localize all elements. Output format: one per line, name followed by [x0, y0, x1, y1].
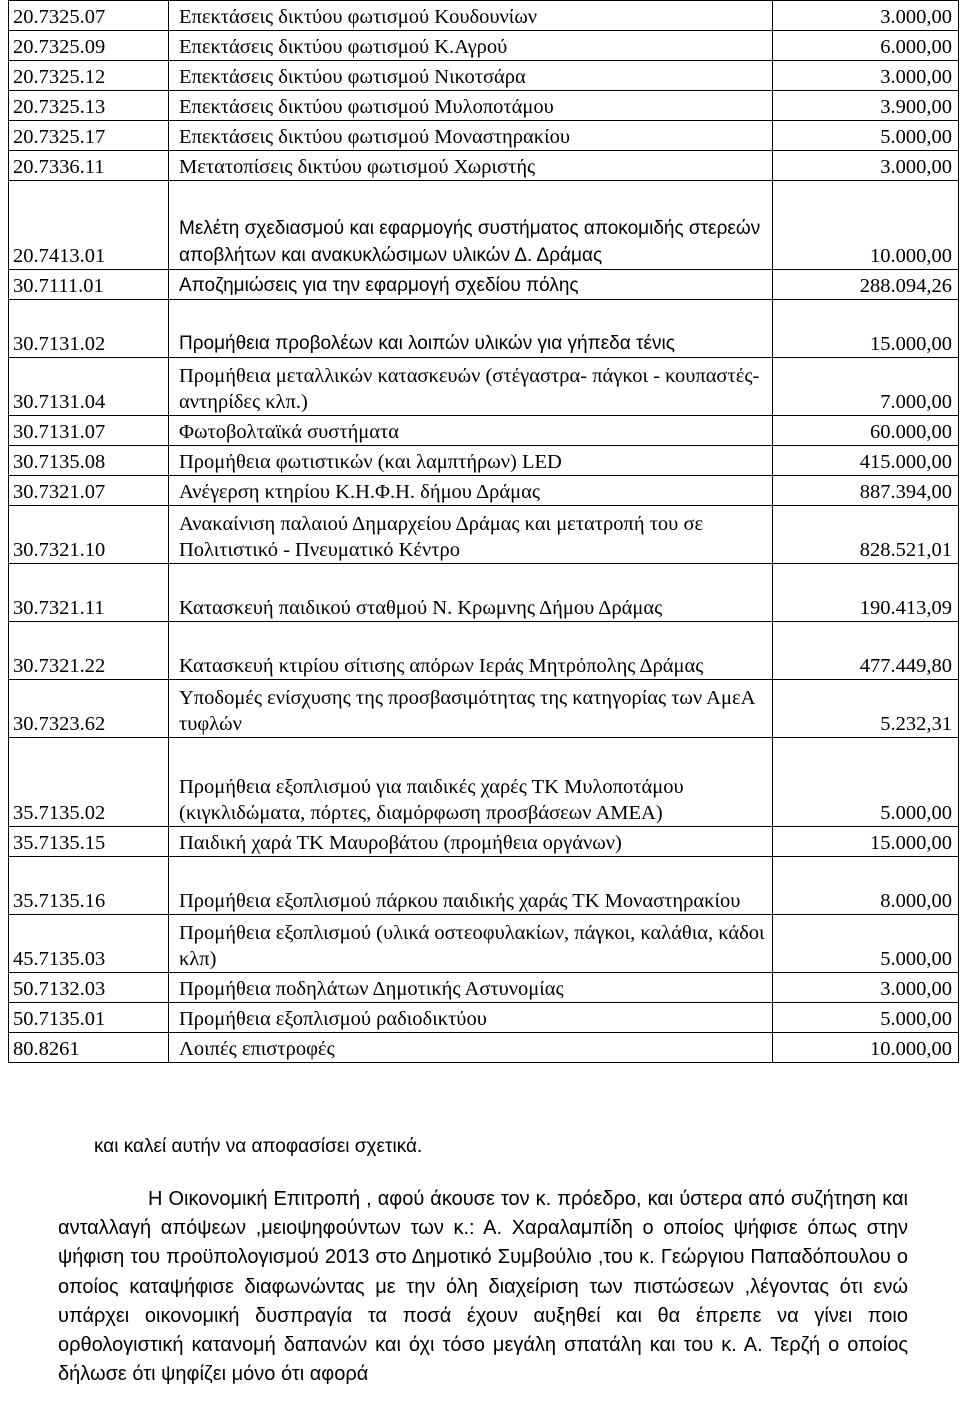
budget-code-cell: 20.7336.11	[9, 151, 169, 181]
table-row	[9, 738, 959, 827]
description-cell: Υποδομές ενίσχυσης της προσβασιμότητας της κατηγορίας των ΑμεΑ τυφλών	[169, 680, 773, 738]
amount-cell: 8.000,00	[773, 857, 959, 915]
amount-cell: 6.000,00	[773, 31, 959, 61]
budget-code-cell: 30.7135.08	[9, 446, 169, 476]
table-row	[9, 1033, 959, 1063]
table-row	[9, 121, 959, 151]
amount-cell: 828.521,01	[773, 506, 959, 564]
description-cell: Προμήθεια εξοπλισμού για παιδικές χαρές ΤΚ Μυλοποτάμου (κιγκλιδώματα, πόρτες, διαμόρφωση προσβάσεων ΑΜΕΑ)	[169, 738, 773, 827]
description-cell: Επεκτάσεις δικτύου φωτισμού Κουδουνίων	[169, 1, 773, 31]
description-cell: Επεκτάσεις δικτύου φωτισμού Κ.Αγρού	[169, 31, 773, 61]
budget-code-cell: 30.7321.11	[9, 564, 169, 622]
table-row	[9, 181, 959, 270]
description-cell: Προμήθεια εξοπλισμού ραδιοδικτύου	[169, 1003, 773, 1033]
description-cell: Επεκτάσεις δικτύου φωτισμού Μυλοποτάμου	[169, 91, 773, 121]
closing-line: και καλεί αυτήν να αποφασίσει σχετικά.	[94, 1136, 423, 1157]
amount-cell: 10.000,00	[773, 1033, 959, 1063]
budget-code-cell: 30.7131.07	[9, 416, 169, 446]
budget-code-cell: 30.7321.07	[9, 476, 169, 506]
budget-code-cell: 30.7321.10	[9, 506, 169, 564]
amount-cell: 190.413,09	[773, 564, 959, 622]
table-row	[9, 476, 959, 506]
amount-cell: 3.900,00	[773, 91, 959, 121]
amount-cell: 5.232,31	[773, 680, 959, 738]
table-row	[9, 564, 959, 622]
table-row	[9, 1003, 959, 1033]
table-row	[9, 358, 959, 416]
table-row	[9, 151, 959, 181]
description-cell: Προμήθεια ποδηλάτων Δημοτικής Αστυνομίας	[169, 973, 773, 1003]
amount-cell: 887.394,00	[773, 476, 959, 506]
table-row	[9, 300, 959, 358]
budget-code-cell: 80.8261	[9, 1033, 169, 1063]
amount-cell: 415.000,00	[773, 446, 959, 476]
amount-cell: 3.000,00	[773, 973, 959, 1003]
description-cell: Προμήθεια φωτιστικών (και λαμπτήρων) LED	[169, 446, 773, 476]
table-row	[9, 680, 959, 738]
budget-code-cell: 30.7111.01	[9, 270, 169, 300]
amount-cell: 60.000,00	[773, 416, 959, 446]
budget-code-cell: 20.7325.07	[9, 1, 169, 31]
budget-code-cell: 30.7323.62	[9, 680, 169, 738]
table-row	[9, 506, 959, 564]
amount-cell: 3.000,00	[773, 61, 959, 91]
amount-cell: 15.000,00	[773, 827, 959, 857]
description-cell: Προμήθεια προβολέων και λοιπών υλικών για γήπεδα τένις	[169, 300, 773, 358]
table-row	[9, 91, 959, 121]
budget-code-cell: 20.7325.13	[9, 91, 169, 121]
budget-allocation-table	[8, 0, 959, 1063]
amount-cell: 477.449,80	[773, 622, 959, 680]
description-cell: Κατασκευή κτιρίου σίτισης απόρων Ιεράς Μητρόπολης Δράμας	[169, 622, 773, 680]
budget-code-cell: 30.7321.22	[9, 622, 169, 680]
budget-code-cell: 35.7135.15	[9, 827, 169, 857]
description-cell: Προμήθεια εξοπλισμού πάρκου παιδικής χαράς ΤΚ Μοναστηρακίου	[169, 857, 773, 915]
budget-code-cell: 35.7135.16	[9, 857, 169, 915]
description-cell: Ανακαίνιση παλαιού Δημαρχείου Δράμας και μετατροπή του σε Πολιτιστικό - Πνευματικό Κέντρο	[169, 506, 773, 564]
amount-cell: 7.000,00	[773, 358, 959, 416]
amount-cell: 5.000,00	[773, 121, 959, 151]
budget-code-cell: 50.7132.03	[9, 973, 169, 1003]
table-row	[9, 446, 959, 476]
table-row	[9, 1, 959, 31]
budget-code-cell: 45.7135.03	[9, 915, 169, 973]
table-row	[9, 857, 959, 915]
budget-code-cell: 50.7135.01	[9, 1003, 169, 1033]
description-cell: Φωτοβολταϊκά συστήματα	[169, 416, 773, 446]
amount-cell: 10.000,00	[773, 181, 959, 270]
description-cell: Μετατοπίσεις δικτύου φωτισμού Χωριστής	[169, 151, 773, 181]
budget-code-cell: 35.7135.02	[9, 738, 169, 827]
budget-code-cell: 20.7325.17	[9, 121, 169, 151]
budget-code-cell: 20.7325.09	[9, 31, 169, 61]
description-cell: Λοιπές επιστροφές	[169, 1033, 773, 1063]
table-row	[9, 270, 959, 300]
amount-cell: 5.000,00	[773, 915, 959, 973]
description-cell: Ανέγερση κτηρίου Κ.Η.Φ.Η. δήμου Δράμας	[169, 476, 773, 506]
table-row	[9, 827, 959, 857]
decision-paragraph: Η Οικονομική Επιτροπή , αφού άκουσε τον κ. πρόεδρο, και ύστερα από συζήτηση και ανταλλαγή απόψεων ,μειοψηφούντων των κ.: Α. Χαραλαμπίδη ο οποίος ψήφισε όπως στην ψήφιση του προϋπολογισμού 2013 στο Δημοτικό Συμβούλιο ,του κ. Γεώργιου Παπαδόπουλου ο οποίος καταψήφισε διαφωνώντας με την όλη διαχείριση των πιστώσεων ,λέγοντας ότι ενώ υπάρχει οικονομική δυσπραγία τα ποσά έχουν αυξηθεί και θα έπρεπε να γίνει ποιο ορθολογιστική κατανομή δαπανών και όχι τόσο μεγάλη σπατάλη και του κ. Α. Τερζή ο οποίος δήλωσε ότι ψηφίζει μόνο ότι αφορά	[58, 1188, 908, 1386]
description-cell: Επεκτάσεις δικτύου φωτισμού Μοναστηρακίου	[169, 121, 773, 151]
description-cell: Κατασκευή παιδικού σταθμού Ν. Κρωμνης Δήμου Δράμας	[169, 564, 773, 622]
amount-cell: 5.000,00	[773, 1003, 959, 1033]
description-cell: Μελέτη σχεδιασμού και εφαρμογής συστήματος αποκομιδής στερεών αποβλήτων και ανακυκλώσιμων υλικών Δ. Δράμας	[169, 181, 773, 270]
amount-cell: 15.000,00	[773, 300, 959, 358]
description-cell: Αποζημιώσεις για την εφαρμογή σχεδίου πόλης	[169, 270, 773, 300]
description-cell: Προμήθεια εξοπλισμού (υλικά οστεοφυλακίων, πάγκοι, καλάθια, κάδοι κλπ)	[169, 915, 773, 973]
amount-cell: 288.094,26	[773, 270, 959, 300]
budget-code-cell: 20.7325.12	[9, 61, 169, 91]
table-row	[9, 416, 959, 446]
budget-table-body	[9, 1, 959, 1063]
description-cell: Επεκτάσεις δικτύου φωτισμού Νικοτσάρα	[169, 61, 773, 91]
description-cell: Προμήθεια μεταλλικών κατασκευών (στέγαστρα- πάγκοι - κουπαστές- αντηρίδες κλπ.)	[169, 358, 773, 416]
amount-cell: 3.000,00	[773, 1, 959, 31]
table-row	[9, 915, 959, 973]
table-row	[9, 622, 959, 680]
table-row	[9, 973, 959, 1003]
amount-cell: 3.000,00	[773, 151, 959, 181]
budget-code-cell: 30.7131.02	[9, 300, 169, 358]
amount-cell: 5.000,00	[773, 738, 959, 827]
budget-code-cell: 20.7413.01	[9, 181, 169, 270]
table-row	[9, 61, 959, 91]
table-row	[9, 31, 959, 61]
description-cell: Παιδική χαρά ΤΚ Μαυροβάτου (προμήθεια οργάνων)	[169, 827, 773, 857]
budget-code-cell: 30.7131.04	[9, 358, 169, 416]
